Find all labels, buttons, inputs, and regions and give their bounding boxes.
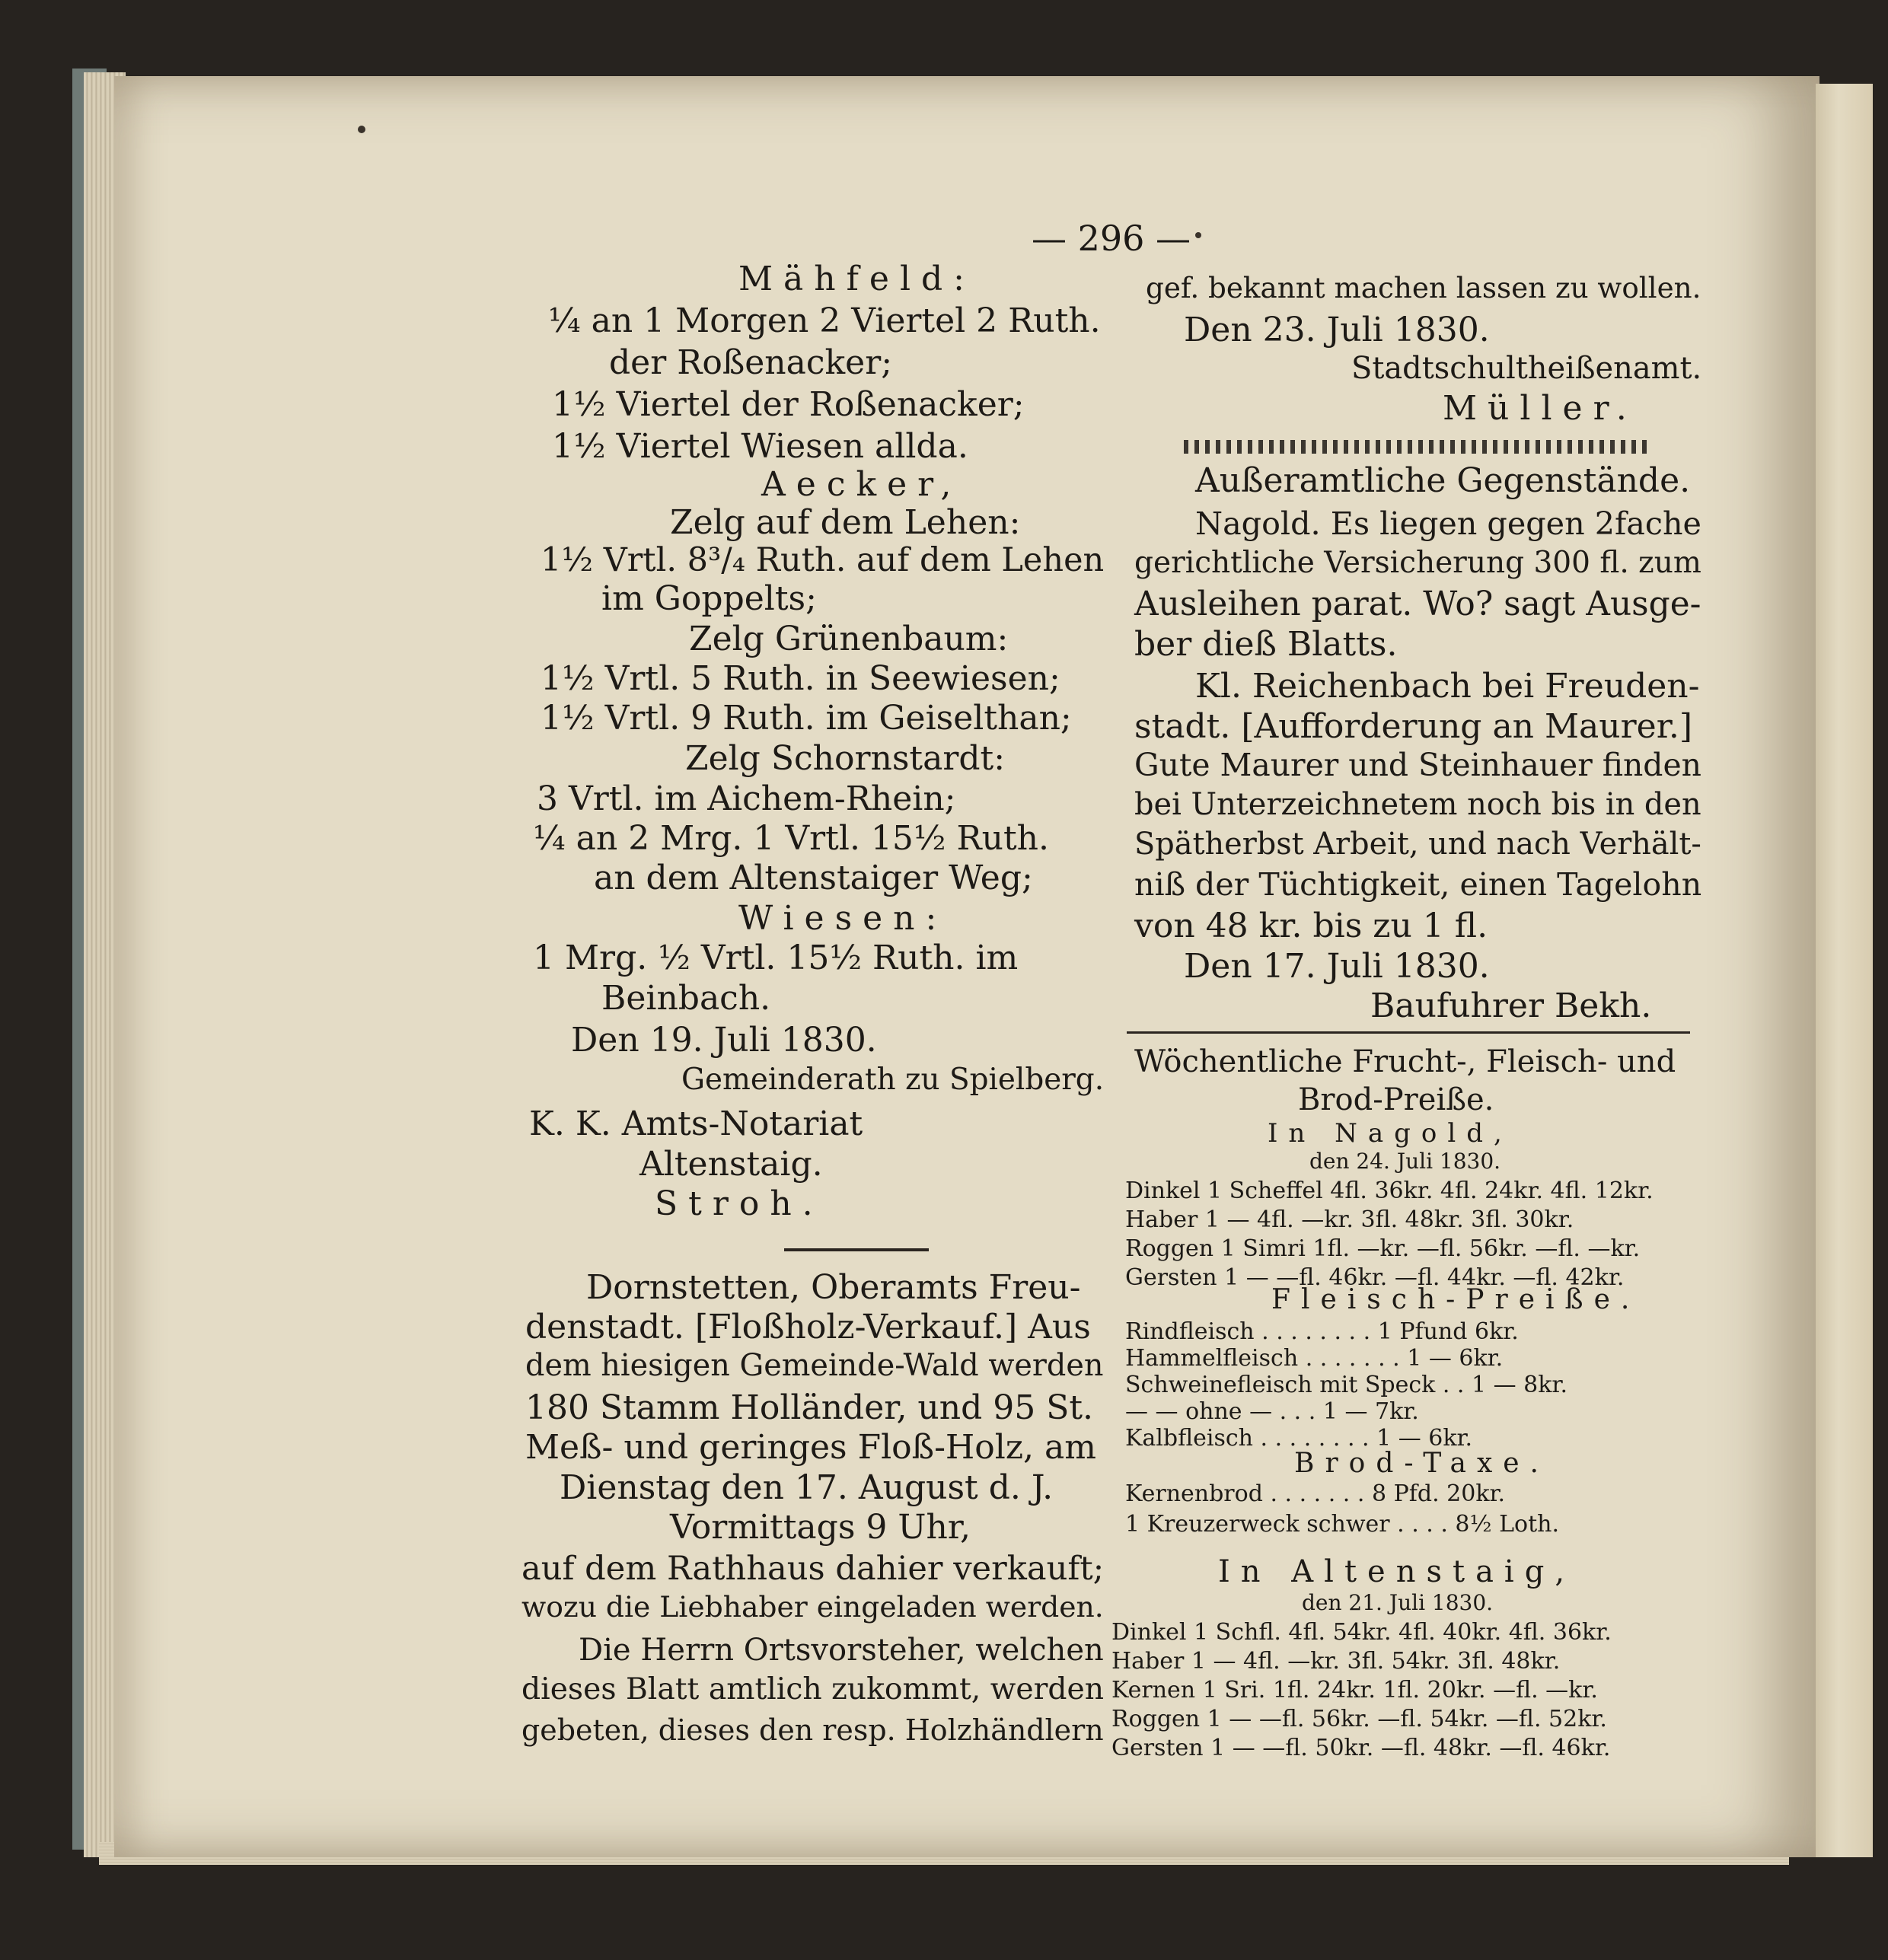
text-line: Zelg Schornstardt: bbox=[685, 739, 1006, 778]
text-line: K. K. Amts-Notariat bbox=[529, 1104, 863, 1143]
text-line: Gute Maurer und Steinhauer finden bbox=[1134, 747, 1701, 783]
text-line: Brod-Taxe. bbox=[1294, 1448, 1549, 1479]
text-line: auf dem Rathhaus dahier verkauft; bbox=[521, 1550, 1105, 1588]
text-line: Nagold. Es liegen gegen 2fache bbox=[1195, 505, 1701, 542]
text-line: In Altenstaig, bbox=[1218, 1554, 1576, 1589]
text-line: dem hiesigen Gemeinde-Wald werden bbox=[525, 1348, 1104, 1383]
price-row: Haber 1 — 4fl. —kr. 3fl. 48kr. 3fl. 30kr. bbox=[1125, 1206, 1574, 1233]
text-line: 1½ Vrtl. 5 Ruth. in Seewiesen; bbox=[541, 659, 1060, 698]
text-line: den 21. Juli 1830. bbox=[1302, 1590, 1494, 1615]
section-rule bbox=[784, 1248, 929, 1251]
price-row: Dinkel 1 Schfl. 4fl. 54kr. 4fl. 40kr. 4fl. 36kr. bbox=[1111, 1619, 1612, 1646]
text-line: Kl. Reichenbach bei Freuden- bbox=[1195, 667, 1700, 706]
price-row: Hammelfleisch . . . . . . . 1 — 6kr. bbox=[1125, 1345, 1504, 1372]
text-line: Altenstaig. bbox=[639, 1145, 823, 1184]
price-row: Dinkel 1 Scheffel 4fl. 36kr. 4fl. 24kr. 4fl. 12kr. bbox=[1125, 1178, 1654, 1204]
text-line: Müller. bbox=[1443, 389, 1638, 428]
text-line: Fleisch-Preiße. bbox=[1271, 1284, 1641, 1315]
text-line: Baufuhrer Bekh. bbox=[1370, 986, 1652, 1025]
text-line: wozu die Liebhaber eingeladen werden. bbox=[521, 1590, 1104, 1624]
price-row: Roggen 1 — —fl. 56kr. —fl. 54kr. —fl. 52kr. bbox=[1111, 1706, 1607, 1732]
text-line: Den 23. Juli 1830. bbox=[1184, 311, 1490, 349]
text-line: Dienstag den 17. August d. J. bbox=[560, 1468, 1054, 1507]
price-row: Schweinefleisch mit Speck . . 1 — 8kr. bbox=[1125, 1372, 1568, 1398]
text-line: Die Herrn Ortsvorsteher, welchen bbox=[579, 1633, 1104, 1668]
text-line: Wöchentliche Frucht-, Fleisch- und bbox=[1134, 1044, 1676, 1079]
text-line: Zelg auf dem Lehen: bbox=[670, 503, 1021, 542]
text-line: Beinbach. bbox=[601, 979, 771, 1018]
ink-speck bbox=[1195, 232, 1201, 238]
text-line: In Nagold, bbox=[1268, 1118, 1513, 1149]
ornamental-rule bbox=[1184, 440, 1648, 454]
text-line: gerichtliche Versicherung 300 fl. zum bbox=[1134, 546, 1701, 580]
price-row: Haber 1 — 4fl. —kr. 3fl. 54kr. 3fl. 48kr. bbox=[1111, 1648, 1561, 1675]
text-line: Aecker, bbox=[761, 465, 962, 504]
text-line: Zelg Grünenbaum: bbox=[689, 620, 1009, 658]
text-line: 1½ Vrtl. 9 Ruth. im Geiselthan; bbox=[541, 699, 1072, 738]
text-line: Brod-Preiße. bbox=[1298, 1082, 1494, 1117]
text-line: bei Unterzeichnetem noch bis in den bbox=[1134, 787, 1701, 822]
text-line: der Roßenacker; bbox=[609, 343, 893, 382]
text-line: 180 Stamm Holländer, und 95 St. bbox=[525, 1388, 1094, 1427]
price-row: 1 Kreuzerweck schwer . . . . 8½ Loth. bbox=[1125, 1511, 1560, 1538]
text-line: 1½ Viertel Wiesen allda. bbox=[552, 427, 968, 466]
text-line: von 48 kr. bis zu 1 fl. bbox=[1134, 907, 1488, 945]
price-row: Kernen 1 Sri. 1fl. 24kr. 1fl. 20kr. —fl. —kr. bbox=[1111, 1677, 1598, 1703]
ink-speck bbox=[358, 126, 365, 133]
text-line: ¼ an 1 Morgen 2 Viertel 2 Ruth. bbox=[548, 301, 1101, 340]
price-row: Gersten 1 — —fl. 46kr. —fl. 44kr. —fl. 42kr. bbox=[1125, 1264, 1625, 1291]
text-line: gebeten, dieses den resp. Holzhändlern bbox=[521, 1713, 1104, 1747]
price-row: Kernenbrod . . . . . . . 8 Pfd. 20kr. bbox=[1125, 1480, 1506, 1507]
text-line: Den 17. Juli 1830. bbox=[1184, 947, 1490, 986]
text-line: Gemeinderath zu Spielberg. bbox=[681, 1063, 1105, 1097]
text-line: 1 Mrg. ½ Vrtl. 15½ Ruth. im bbox=[533, 939, 1019, 977]
text-line: Spätherbst Arbeit, und nach Verhält- bbox=[1134, 827, 1701, 862]
text-line: Meß- und geringes Floß-Holz, am bbox=[525, 1428, 1096, 1467]
text-line: niß der Tüchtigkeit, einen Tagelohn bbox=[1134, 866, 1702, 903]
price-row: Gersten 1 — —fl. 50kr. —fl. 48kr. —fl. 46kr. bbox=[1111, 1735, 1611, 1761]
text-line: den 24. Juli 1830. bbox=[1309, 1149, 1501, 1174]
page-curl-right bbox=[1816, 84, 1873, 1857]
text-line: Den 19. Juli 1830. bbox=[571, 1021, 877, 1060]
text-line: Ausleihen parat. Wo? sagt Ausge- bbox=[1134, 585, 1701, 623]
text-line: Außeramtliche Gegenstände. bbox=[1195, 461, 1691, 500]
price-row: Roggen 1 Simri 1fl. —kr. —fl. 56kr. —fl. —kr. bbox=[1125, 1235, 1641, 1262]
text-line: im Goppelts; bbox=[601, 579, 817, 618]
text-line: dieses Blatt amtlich zukommt, werden bbox=[521, 1672, 1105, 1707]
text-line: Wiesen: bbox=[738, 899, 948, 938]
text-line: Dornstetten, Oberamts Freu- bbox=[586, 1268, 1081, 1307]
text-line: 1½ Vrtl. 8³/₄ Ruth. auf dem Lehen bbox=[541, 541, 1105, 579]
text-line: stadt. [Aufforderung an Maurer.] bbox=[1134, 707, 1693, 746]
text-line: ber dieß Blatts. bbox=[1134, 625, 1398, 664]
text-line: Stadtschultheißenamt. bbox=[1351, 351, 1702, 386]
text-line: Mähfeld: bbox=[738, 260, 976, 298]
text-line: denstadt. [Floßholz-Verkauf.] Aus bbox=[525, 1308, 1091, 1347]
text-line: 1½ Viertel der Roßenacker; bbox=[552, 385, 1025, 424]
text-line: Stroh. bbox=[655, 1184, 824, 1223]
text-line: an dem Altenstaiger Weg; bbox=[594, 859, 1033, 897]
price-row: Kalbfleisch . . . . . . . . 1 — 6kr. bbox=[1125, 1425, 1473, 1452]
page-number: — 296 — bbox=[1032, 218, 1191, 259]
text-line: Vormittags 9 Uhr, bbox=[670, 1508, 971, 1547]
section-rule bbox=[1127, 1031, 1690, 1034]
price-row: — — ohne — . . . 1 — 7kr. bbox=[1125, 1398, 1419, 1425]
text-line: 3 Vrtl. im Aichem-Rhein; bbox=[537, 779, 956, 818]
text-line: gef. bekannt machen lassen zu wollen. bbox=[1146, 271, 1701, 304]
text-line: ¼ an 2 Mrg. 1 Vrtl. 15½ Ruth. bbox=[533, 819, 1050, 858]
price-row: Rindfleisch . . . . . . . . 1 Pfund 6kr. bbox=[1125, 1318, 1519, 1345]
